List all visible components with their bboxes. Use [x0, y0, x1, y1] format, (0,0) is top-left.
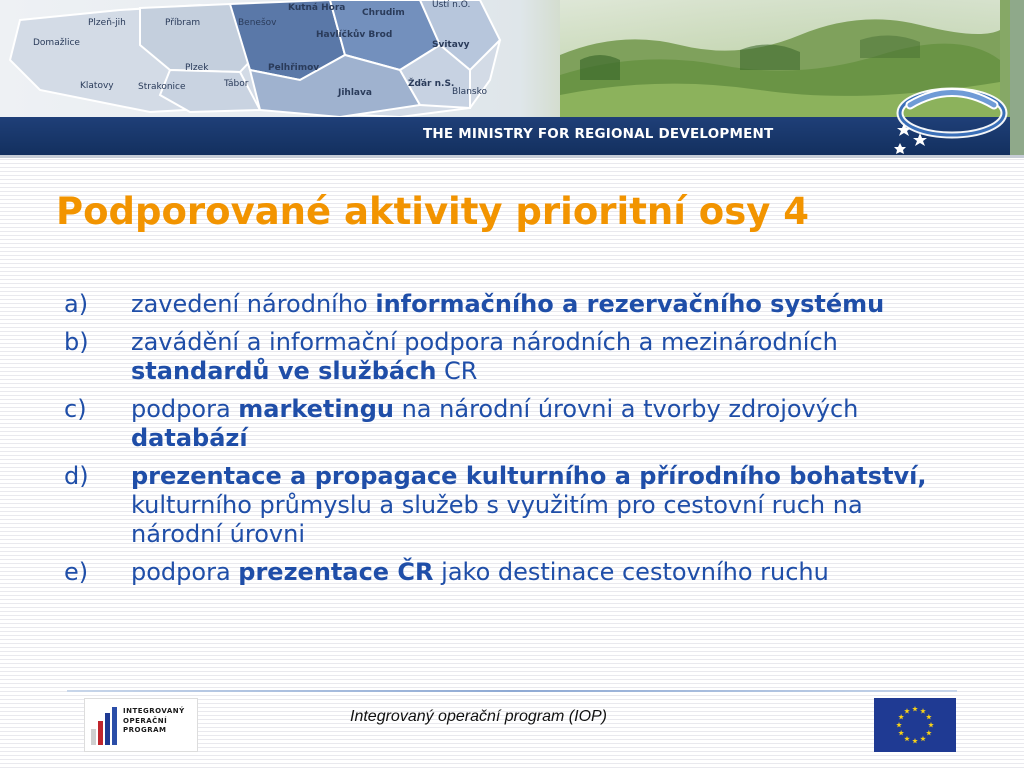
eu-flag-icon	[874, 698, 956, 752]
item-text-emphasis: prezentace a propagace kulturního a přírodního bohatství,	[131, 462, 927, 490]
item-marker: e)	[64, 558, 89, 586]
item-text-emphasis: marketingu	[238, 395, 394, 423]
item-marker: a)	[64, 290, 89, 318]
header-banner	[0, 0, 1024, 158]
item-text	[131, 462, 941, 549]
item-text-segment: jako destinace cestovního ruchu	[433, 558, 829, 586]
item-text-emphasis: databází	[131, 424, 248, 452]
footer-divider	[67, 690, 957, 692]
item-text	[131, 328, 941, 386]
iop-logo-text	[123, 707, 195, 736]
map-label: Svitavy	[432, 40, 470, 50]
item-text-segment: na národní úrovni a tvorby zdrojových	[393, 395, 859, 423]
item-text-segment: podpora	[131, 395, 239, 423]
map-label: Plzeň-jih	[88, 18, 126, 28]
item-text-emphasis: standardů ve službách	[131, 357, 437, 385]
activity-item	[64, 328, 964, 386]
banner-divider	[0, 155, 1024, 158]
iop-logo-line: PROGRAM	[123, 726, 167, 734]
map-label: Jihlava	[338, 88, 372, 98]
item-marker: d)	[64, 462, 89, 490]
activity-item	[64, 395, 964, 453]
item-text-segment: podpora	[131, 558, 239, 586]
iop-logo-line: OPERAČNÍ	[123, 716, 168, 725]
map-label: Kutná Hora	[288, 3, 346, 13]
item-text-segment: zavedení národního	[131, 290, 376, 318]
activity-list	[64, 290, 964, 596]
iop-logo-bars	[91, 707, 117, 745]
map-label: Příbram	[165, 18, 201, 28]
footer-caption: Integrovaný operační program (IOP)	[350, 708, 608, 725]
item-text-segment: CR	[436, 357, 478, 385]
item-text-segment: zavádění a informační podpora národních a mezinárodních	[131, 328, 838, 356]
banner-edge	[1010, 0, 1024, 158]
item-marker: b)	[64, 328, 89, 356]
map-label: Tábor	[224, 79, 249, 89]
activity-item	[64, 290, 964, 319]
iop-logo-icon	[84, 698, 198, 752]
map-label: Blansko	[452, 87, 487, 97]
item-marker: c)	[64, 395, 87, 423]
iop-logo-line: INTEGROVANÝ	[123, 707, 185, 715]
map-label: Havlíčkův Brod	[316, 30, 393, 40]
map-label: Plzek	[185, 63, 209, 73]
map-label: Strakonice	[138, 82, 186, 92]
map-label: Žďár n.S.	[408, 79, 455, 89]
map-label: Benešov	[238, 18, 277, 28]
activity-item	[64, 558, 964, 587]
slide-title: Podporované aktivity prioritní osy 4	[56, 190, 809, 233]
item-text-segment: kulturního průmyslu a služeb s využitím pro cestovní ruch na národní úrovni	[131, 491, 863, 548]
map-label: Pelhřimov	[268, 63, 320, 73]
activity-item	[64, 462, 964, 549]
map-label: Klatovy	[80, 81, 114, 91]
item-text-emphasis: informačního a rezervačního systému	[375, 290, 885, 318]
item-text	[131, 558, 941, 587]
item-text	[131, 395, 941, 453]
ministry-logo-icon	[890, 75, 1010, 157]
item-text-emphasis: prezentace ČR	[238, 558, 434, 586]
item-text	[131, 290, 941, 319]
map-label: Ústí n.O.	[432, 0, 471, 10]
ministry-title: THE MINISTRY FOR REGIONAL DEVELOPMENT	[423, 126, 774, 142]
map-label: Chrudim	[362, 8, 405, 18]
map-label: Domažlice	[33, 38, 80, 48]
